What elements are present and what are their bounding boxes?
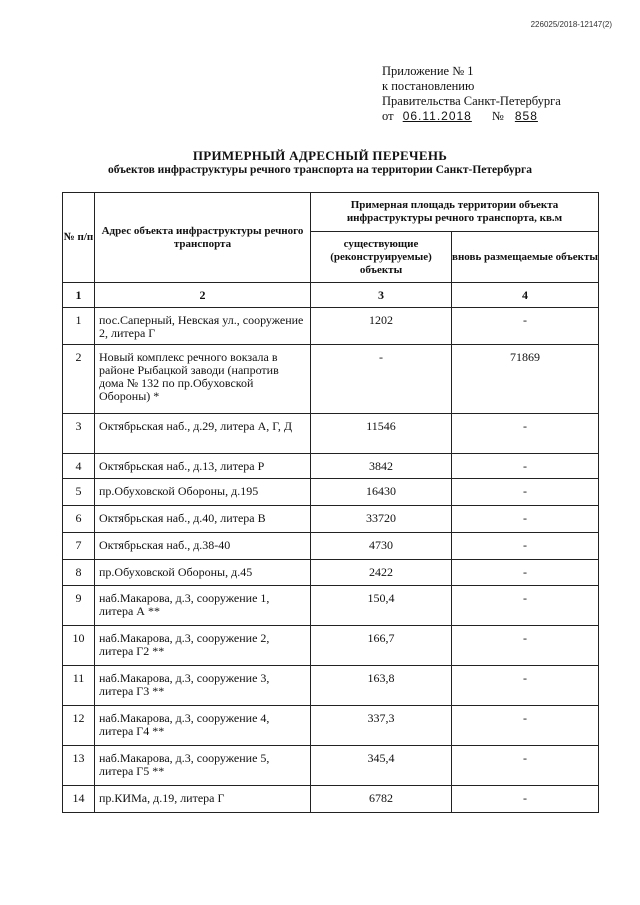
row-new-area: - [452,786,599,813]
header-num: № п/п [63,193,95,283]
row-address: Октябрьская наб., д.13, литера Р [95,454,311,479]
row-existing-area: 11546 [311,414,452,454]
row-new-area: - [452,560,599,586]
row-address: Октябрьская наб., д.38-40 [95,533,311,560]
row-number: 3 [63,414,95,454]
column-number: 1 [63,283,95,308]
row-existing-area: 163,8 [311,666,452,706]
header-area: Примерная площадь территории объекта инфраструктуры речного транспорта, кв.м [311,193,599,232]
row-existing-area: 166,7 [311,626,452,666]
row-existing-area: - [311,345,452,414]
row-existing-area: 345,4 [311,746,452,786]
table-row [63,586,599,626]
row-number: 6 [63,506,95,533]
appendix-line-2: к постановлению [382,79,475,93]
table-row [63,345,599,414]
table-row [63,706,599,746]
row-address: Новый комплекс речного вокзала в районе Рыбацкой заводи (напротив дома № 132 по пр.Обуховской Обороны) * [95,345,311,414]
row-new-area: - [452,746,599,786]
row-new-area: - [452,666,599,706]
row-new-area: - [452,506,599,533]
document-id: 226025/2018-12147(2) [530,20,612,29]
table-row [63,308,599,345]
row-address: пос.Саперный, Невская ул., сооружение 2, литера Г [95,308,311,345]
column-number: 2 [95,283,311,308]
table-row [63,786,599,813]
table-row [63,414,599,454]
row-existing-area: 337,3 [311,706,452,746]
row-number: 13 [63,746,95,786]
row-new-area: - [452,308,599,345]
row-number: 2 [63,345,95,414]
row-new-area: - [452,626,599,666]
decree-date: 06.11.2018 [402,109,472,123]
decree-number: 858 [514,109,538,123]
row-address: пр.Обуховской Обороны, д.45 [95,560,311,586]
row-existing-area: 4730 [311,533,452,560]
row-existing-area: 3842 [311,454,452,479]
row-number: 12 [63,706,95,746]
row-address: Октябрьская наб., д.40, литера В [95,506,311,533]
row-address: наб.Макарова, д.3, сооружение 2, литера Г2 ** [95,626,311,666]
row-number: 5 [63,479,95,506]
column-number: 3 [311,283,452,308]
row-number: 14 [63,786,95,813]
table-row [63,533,599,560]
row-existing-area: 33720 [311,506,452,533]
column-number: 4 [452,283,599,308]
table-row [63,626,599,666]
row-number: 11 [63,666,95,706]
document-subtitle: объектов инфраструктуры речного транспорта на территории Санкт-Петербурга [107,164,532,176]
row-number: 9 [63,586,95,626]
row-address: Октябрьская наб., д.29, литера А, Г, Д [95,414,311,454]
row-number: 10 [63,626,95,666]
table-row [63,746,599,786]
row-address: наб.Макарова, д.3, сооружение 1, литера А ** [95,586,311,626]
appendix-block [382,64,573,124]
table-row [63,560,599,586]
row-existing-area: 6782 [311,786,452,813]
row-new-area: - [452,414,599,454]
row-address: пр.Обуховской Обороны, д.195 [95,479,311,506]
table-row [63,479,599,506]
document-title: ПРИМЕРНЫЙ АДРЕСНЫЙ ПЕРЕЧЕНЬ [192,148,448,163]
appendix-line-3: Правительства Санкт-Петербурга [382,94,561,108]
row-address: наб.Макарова, д.3, сооружение 5, литера Г5 ** [95,746,311,786]
row-existing-area: 150,4 [311,586,452,626]
header-new: вновь размещаемые объекты [452,232,599,283]
from-label: от [382,109,394,123]
column-number-row [63,283,599,308]
table-row [63,666,599,706]
row-existing-area: 1202 [311,308,452,345]
row-new-area: - [452,533,599,560]
row-new-area: - [452,706,599,746]
row-new-area: - [452,479,599,506]
row-address: наб.Макарова, д.3, сооружение 4, литера Г4 ** [95,706,311,746]
header-existing: существующие (реконструируемые) объекты [311,232,452,283]
table-header-row [63,193,599,232]
appendix-date-line [382,109,573,124]
row-number: 8 [63,560,95,586]
table-row [63,506,599,533]
row-existing-area: 16430 [311,479,452,506]
address-table [62,192,599,813]
row-number: 7 [63,533,95,560]
row-existing-area: 2422 [311,560,452,586]
header-address: Адрес объекта инфраструктуры речного транспорта [95,193,311,283]
row-address: наб.Макарова, д.3, сооружение 3, литера Г3 ** [95,666,311,706]
row-number: 4 [63,454,95,479]
row-new-area: 71869 [452,345,599,414]
table-row [63,454,599,479]
appendix-line-1: Приложение № 1 [382,64,474,78]
number-label: № [491,109,504,123]
row-new-area: - [452,454,599,479]
row-address: пр.КИМа, д.19, литера Г [95,786,311,813]
row-new-area: - [452,586,599,626]
row-number: 1 [63,308,95,345]
